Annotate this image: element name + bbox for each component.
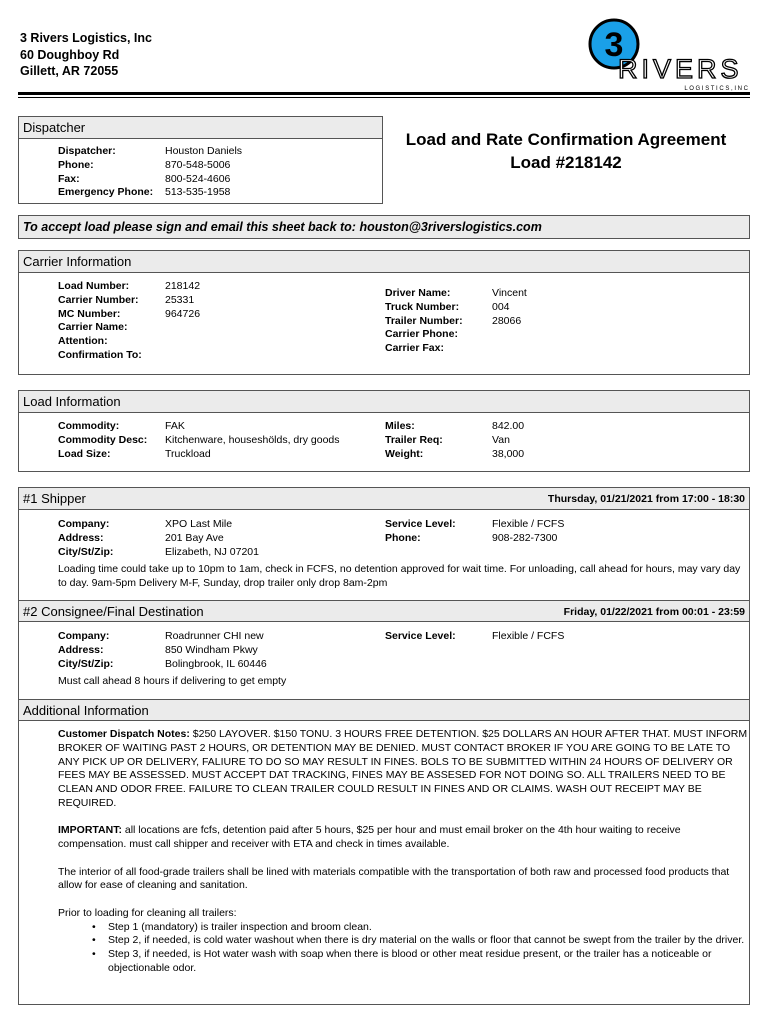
attention-label: Attention: xyxy=(58,335,108,348)
carrier-fax-label: Carrier Fax: xyxy=(385,342,444,355)
consignee-right-fields xyxy=(385,630,564,644)
load-number-label: Load Number: xyxy=(58,280,130,292)
shipper-city-value: Elizabeth, NJ 07201 xyxy=(165,545,259,558)
shipper-company-label: Company: xyxy=(58,518,110,530)
consignee-address-value: 850 Windham Pkwy xyxy=(165,643,258,656)
dispatch-notes-label: Customer Dispatch Notes: xyxy=(58,728,190,740)
load-size-label: Load Size: xyxy=(58,447,111,460)
shipper-left-fields xyxy=(58,518,259,559)
prior-loading-note: Prior to loading for cleaning all trailers: xyxy=(58,906,237,919)
consignee-address-label: Address: xyxy=(58,643,104,656)
trailer-req-label: Trailer Req: xyxy=(385,433,443,446)
load-size-value: Truckload xyxy=(165,447,211,460)
dispatch-notes-text: $250 LAYOVER. $150 TONU. 3 HOURS FREE DETENTION. $25 DOLLARS AN HOUR AFTER THAT. MUST INFORM BROKER OF WAITING PAST 2 HOURS, OR DETENTION MAY BE DENIED. MUST CONTACT BROKER IF YOU ARE GOING TO BE LATE TO ANY PICK UP OR DELIVERY, FALIURE TO DO SO MAY RESULT IN FINES. BOLS TO BE SUBMITTED WITHIN 24 HOURS OF DELIVERY OR FEES MAY BE ASSESSED. MUST ACCEPT DAT TRACKING, FINES MAY BE ASSESED FOR NOT DOING SO. ALL TRAILERS NEED TO BE CLEAN AND ODOR FREE. FAILURE TO CLEAN TRAILER COULD RESULT IN FINES AND OR CLAIMS. WASH OUT RECEIPT MAY BE REQUIRED. xyxy=(58,728,748,809)
commodity-label: Commodity: xyxy=(58,420,120,432)
driver-name-value: Vincent xyxy=(492,287,527,299)
dispatcher-name: Houston Daniels xyxy=(165,145,243,157)
title-line-1: Load and Rate Confirmation Agreement xyxy=(405,130,727,149)
shipper-address-value: 201 Bay Ave xyxy=(165,531,224,544)
cleaning-steps xyxy=(58,921,748,976)
weight-label: Weight: xyxy=(385,447,424,460)
load-info-header: Load Information xyxy=(19,391,749,413)
cleaning-step: • Step 1 (mandatory) is trailer inspection and broom clean. xyxy=(58,921,748,935)
additional-content xyxy=(58,728,748,976)
truck-number-label: Truck Number: xyxy=(385,300,460,313)
carrier-box xyxy=(18,250,750,375)
carrier-right-fields xyxy=(385,287,527,356)
shipper-service-label: Service Level: xyxy=(385,518,456,530)
carrier-header: Carrier Information xyxy=(19,251,749,273)
carrier-name-label: Carrier Name: xyxy=(58,321,128,334)
shipper-city-label: City/St/Zip: xyxy=(58,545,114,558)
mc-number-value: 964726 xyxy=(165,307,201,320)
commodity-desc-label: Commodity Desc: xyxy=(58,433,148,446)
emergency-phone-label: Emergency Phone: xyxy=(58,186,154,199)
consignee-city-value: Bolingbrook, IL 60446 xyxy=(165,657,267,670)
consignee-date: Friday, 01/22/2021 from 00:01 - 23:59 xyxy=(563,606,745,618)
document-title xyxy=(384,128,748,174)
carrier-left-fields xyxy=(58,280,200,363)
dispatcher-fax: 800-524-4606 xyxy=(165,172,231,185)
dispatcher-box xyxy=(18,116,383,204)
phone-label: Phone: xyxy=(58,158,94,171)
title-load-number: Load #218142 xyxy=(510,153,622,172)
interior-note: The interior of all food-grade trailers shall be lined with materials compatible with the transportation of both raw and processed food products that allow for ease of cleaning and sanitation. xyxy=(58,865,730,892)
important-text: all locations are fcfs, detention paid after 5 hours, $25 per hour and must email broker on the 4th hour waiting to receive compensation. must call shipper and receiver with ETA and check in times available. xyxy=(58,824,681,851)
consignee-note: Must call ahead 8 hours if delivering to get empty xyxy=(58,675,287,687)
consignee-service-value: Flexible / FCFS xyxy=(492,630,565,642)
shipper-title: #1 Shipper xyxy=(23,491,86,506)
important-label: IMPORTANT: xyxy=(58,824,122,837)
header-rule-thin xyxy=(18,97,750,98)
consignee-service-label: Service Level: xyxy=(385,630,456,642)
additional-header: Additional Information xyxy=(19,699,749,721)
driver-name-label: Driver Name: xyxy=(385,287,451,299)
commodity-value: FAK xyxy=(165,420,185,432)
miles-value: 842.00 xyxy=(492,420,525,432)
cleaning-step: • Step 2, if needed, is cold water washout when there is dry material on the walls or floor that cannot be swept from the trailer by the driver. xyxy=(58,934,748,948)
commodity-desc-value: Kitchenware, houseshölds, dry goods xyxy=(165,433,340,446)
truck-number-value: 004 xyxy=(492,300,510,313)
shipper-phone-label: Phone: xyxy=(385,531,421,544)
trailer-req-value: Van xyxy=(492,433,510,446)
dispatcher-header: Dispatcher xyxy=(19,117,382,139)
three-rivers-logo xyxy=(588,18,752,94)
shipper-company-value: XPO Last Mile xyxy=(165,518,233,530)
carrier-number-value: 25331 xyxy=(165,293,195,306)
shipper-right-fields xyxy=(385,518,564,546)
fax-label: Fax: xyxy=(58,172,80,185)
carrier-phone-label: Carrier Phone: xyxy=(385,328,458,341)
company-address xyxy=(20,30,152,80)
dispatcher-label: Dispatcher: xyxy=(58,145,116,157)
shipper-note: Loading time could take up to 10pm to 1am, check in FCFS, no detention approved for wait time. For unloading, call ahead for hours, may vary day to day. 9am-5pm Delivery M-F, Sunday, drop trailer only drop 8am-2pm xyxy=(58,563,741,589)
miles-label: Miles: xyxy=(385,420,415,432)
load-info-box xyxy=(18,390,750,472)
consignee-company-value: Roadrunner CHI new xyxy=(165,630,264,642)
shipper-date: Thursday, 01/21/2021 from 17:00 - 18:30 xyxy=(547,493,745,505)
accept-instructions: To accept load please sign and email this sheet back to: houston@3riverslogistics.com xyxy=(18,215,750,239)
consignee-city-label: City/St/Zip: xyxy=(58,657,114,670)
dispatch-notes xyxy=(58,728,748,811)
trailer-number-value: 28066 xyxy=(492,314,522,327)
consignee-left-fields xyxy=(58,630,267,671)
shipper-header xyxy=(19,488,749,510)
weight-value: 38,000 xyxy=(492,447,525,460)
mc-number-label: MC Number: xyxy=(58,307,121,320)
load-number-value: 218142 xyxy=(165,280,201,292)
load-right-fields xyxy=(385,420,524,461)
shipper-phone-value: 908-282-7300 xyxy=(492,531,558,544)
carrier-number-label: Carrier Number: xyxy=(58,293,139,306)
stops-box xyxy=(18,487,750,1005)
header-rule-thick xyxy=(18,92,750,95)
cleaning-step: • Step 3, if needed, is Hot water wash with soap when there is blood or other meat residue present, or the trailer has a noticeable or objectionable odor. xyxy=(58,948,748,976)
emergency-phone: 513-535-1958 xyxy=(165,186,231,199)
logo-word: RIVERS xyxy=(618,54,743,84)
consignee-title: #2 Consignee/Final Destination xyxy=(23,604,204,619)
shipper-service-value: Flexible / FCFS xyxy=(492,518,565,530)
company-name: 3 Rivers Logistics, Inc xyxy=(20,31,152,45)
consignee-header xyxy=(19,600,749,622)
dispatcher-phone: 870-548-5006 xyxy=(165,158,231,171)
logo-numeral: 3 xyxy=(604,26,624,64)
load-left-fields xyxy=(58,420,340,461)
shipper-address-label: Address: xyxy=(58,531,104,544)
important-note xyxy=(58,824,748,852)
consignee-company-label: Company: xyxy=(58,630,110,642)
logo-tagline: L O G I S T I C S , I N C xyxy=(684,86,748,92)
dispatcher-fields xyxy=(58,145,242,200)
company-street: 60 Doughboy Rd xyxy=(20,47,120,62)
confirmation-to-label: Confirmation To: xyxy=(58,348,142,361)
company-city: Gillett, AR 72055 xyxy=(20,64,119,78)
trailer-number-label: Trailer Number: xyxy=(385,314,463,327)
